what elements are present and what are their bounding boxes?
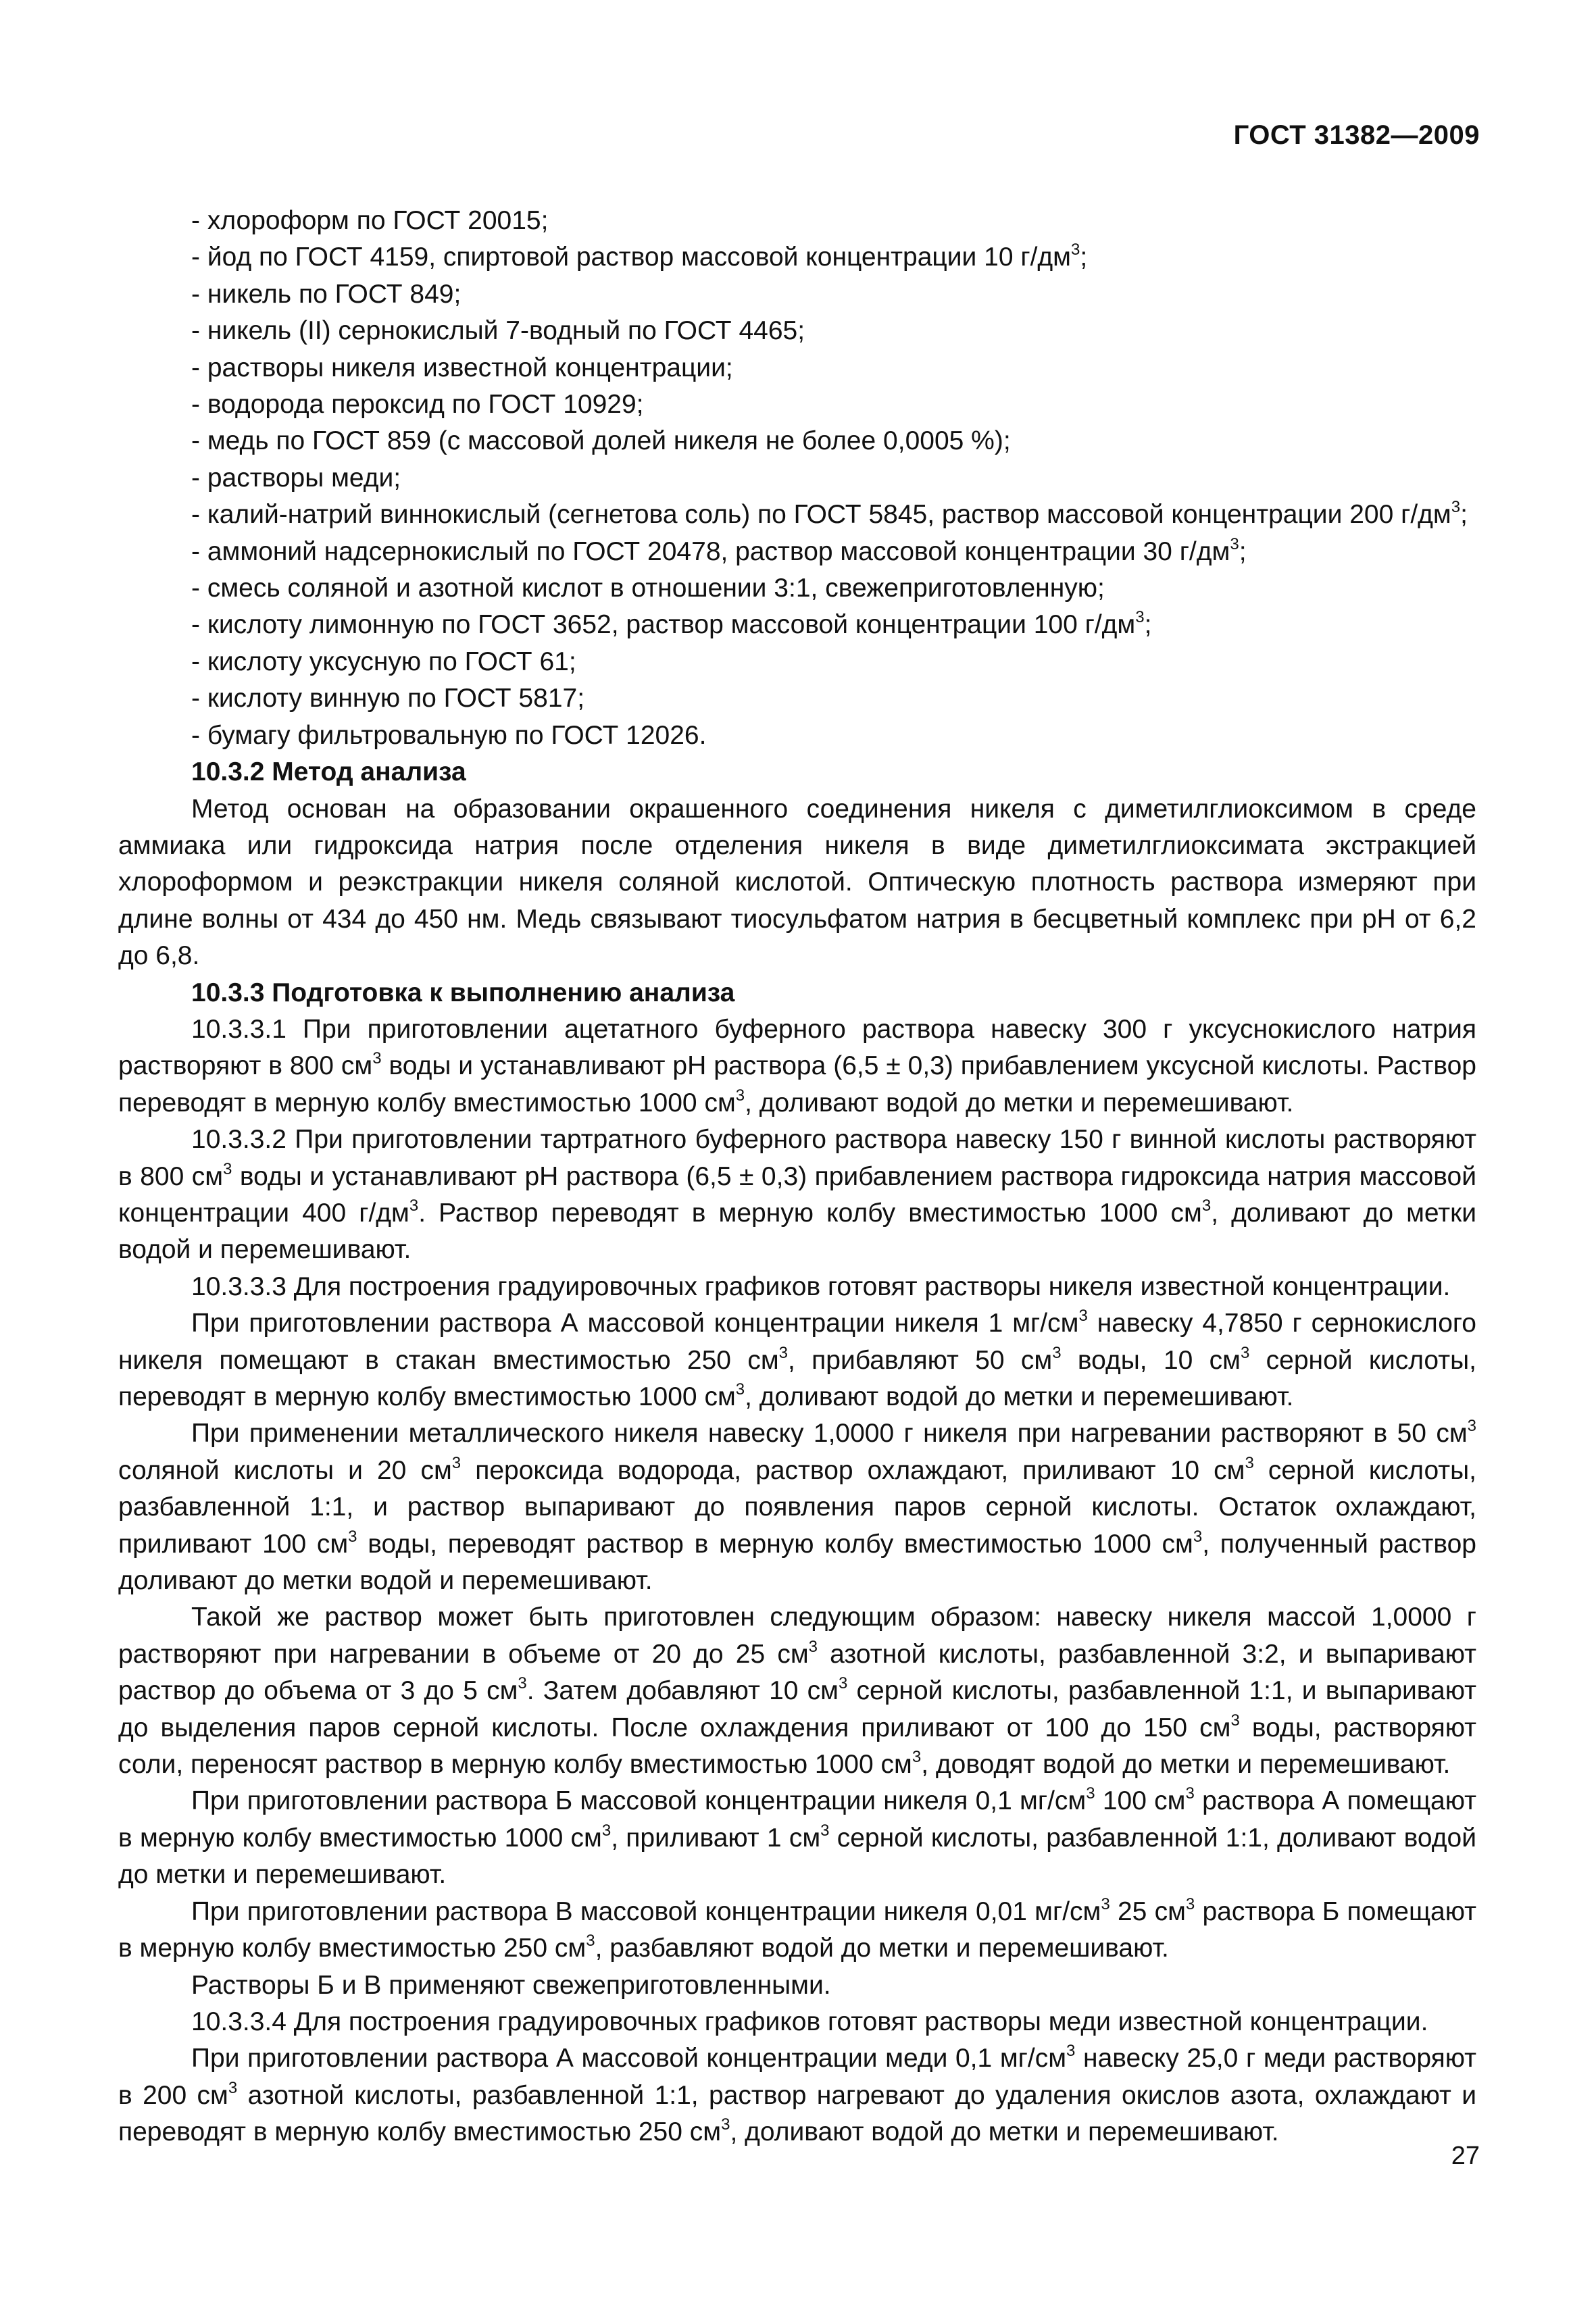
reagent-item: - кислоту винную по ГОСТ 5817; (191, 684, 585, 713)
paragraph: При приготовлении раствора А массовой концентрации никеля 1 $мг/см^3$ навеску 4,7850 г сернокислого никеля помещают в стакан вместимостью 250 $см^3$, прибавляют 50 $см^3$ воды, 10 $см^3$ серной кислоты, переводят в мерную колбу вместимостью 1000 $см^3$, доливают водой до метки и перемешивают. (118, 1307, 1476, 1411)
paragraph: 10.3.3.2 При приготовлении тартратного буферного раствора навеску 150 г винной кислоты растворяют в 800 $см^3$ воды и устанавливают рН раствора (6,5 ± 0,3) прибавлением раствора гидроксида натрия массовой концентрации 400 $г/дм^3$. Раствор переводят в мерную колбу вместимостью 1000 $см^3$, доливают до метки водой и перемешивают. (118, 1125, 1477, 1265)
page-number: 27 (1451, 2142, 1480, 2170)
reagent-list (118, 203, 1476, 754)
reagent-item: - хлороформ по ГОСТ 20015; (191, 206, 549, 235)
section-heading-preparation: 10.3.3 Подготовка к выполнению анализа (191, 978, 735, 1007)
reagent-item: - никель (II) сернокислый 7-водный по ГОСТ 4465; (191, 316, 805, 346)
paragraph: При приготовлении раствора Б массовой концентрации никеля 0,1 $мг/см^3$ 100 $см^3$ раствора А помещают в мерную колбу вместимостью 1000 $см^3$, приливают 1 $см^3$ серной кислоты, разбавленной 1:1, доливают водой до метки и перемешивают. (118, 1784, 1476, 1890)
reagent-item: - йод по ГОСТ 4159, спиртовой раствор массовой концентрации 10 $г/дм^3$; (191, 241, 1088, 272)
reagent-item: - смесь соляной и азотной кислот в отношении 3:1, свежеприготовленную; (191, 574, 1105, 603)
reagent-item: - никель по ГОСТ 849; (191, 279, 462, 309)
reagent-item: - бумагу фильтровальную по ГОСТ 12026. (191, 720, 707, 750)
reagent-item: - растворы меди; (191, 463, 401, 493)
paragraph: При приготовлении раствора А массовой концентрации меди 0,1 $мг/см^3$ навеску 25,0 г меди растворяют в 200 $см^3$ азотной кислоты, разбавленной 1:1, раствор нагревают до удаления окислов азота, охлаждают и переводят в мерную колбу вместимостью 250 $см^3$, доливают водой до метки и перемешивают. (118, 2042, 1476, 2147)
paragraph: 10.3.3.1 При приготовлении ацетатного буферного раствора навеску 300 г уксуснокислого натрия растворяют в 800 $см^3$ воды и устанавливают рН раствора (6,5 ± 0,3) прибавлением уксусной кислоты. Раствор переводят в мерную колбу вместимостью 1000 $см^3$, доливают водой до метки и перемешивают. (118, 1014, 1476, 1117)
paragraph: При применении металлического никеля навеску 1,0000 г никеля при нагревании растворяют в 50 $см^3$ соляной кислоты и 20 $см^3$ пероксида водорода, раствор охлаждают, приливают 10 $см^3$ серной кислоты, разбавленной 1:1, и раствор выпаривают до появления паров серной кислоты. Остаток охлаждают, приливают 100 $см^3$ воды, переводят раствор в мерную колбу вместимостью 1000 $см^3$, полученный раствор доливают до метки водой и перемешивают. (118, 1417, 1477, 1596)
reagent-item: - кислоту лимонную по ГОСТ 3652, раствор массовой концентрации 100 $г/дм^3$; (191, 608, 1152, 640)
reagent-item: - медь по ГОСТ 859 (с массовой долей никеля не более 0,0005 %); (191, 426, 1011, 456)
reagent-item: - водорода пероксид по ГОСТ 10929; (191, 390, 644, 420)
document-body (118, 203, 1476, 2151)
paragraph: Растворы Б и В применяют свежеприготовленными. (191, 1970, 831, 2000)
paragraph: При приготовлении раствора В массовой концентрации никеля 0,01 $мг/см^3$ 25 $см^3$ раствора Б помещают в мерную колбу вместимостью 250 $см^3$, разбавляют водой до метки и перемешивают. (118, 1894, 1476, 1963)
paragraph: Такой же раствор может быть приготовлен следующим образом: навеску никеля массой 1,0000 г растворяют при нагревании в объеме от 20 до 25 $см^3$ азотной кислоты, разбавленной 3:2, и выпаривают раствор до объема от 3 до 5 $см^3$. Затем добавляют 10 $см^3$ серной кислоты, разбавленной 1:1, и выпаривают до выделения паров серной кислоты. После охлаждения приливают от 100 до 150 $см^3$ воды, растворяют соли, переносят раствор в мерную колбу вместимостью 1000 $см^3$, доводят водой до метки и перемешивают. (118, 1603, 1476, 1780)
reagent-item: - кислоту уксусную по ГОСТ 61; (191, 647, 576, 676)
reagent-item: - аммоний надсернокислый по ГОСТ 20478, раствор массовой концентрации 30 $г/дм^3$; (191, 534, 1247, 566)
section-text-method: Метод основан на образовании окрашенного соединения никеля с диметилглиоксимом в среде аммиака или гидроксида натрия после отделения никеля в виде диметилглиоксимата экстракцией хлороформом и реэкстракции никеля соляной кислотой. Оптическую плотность раствора измеряют при длине волны от 434 до 450 нм. Медь связывают тиосульфатом натрия в бесцветный комплекс при рН от 6,2 до 6,8. (118, 794, 1476, 971)
reagent-item: - растворы никеля известной концентрации; (191, 353, 733, 382)
paragraph: 10.3.3.4 Для построения градуировочных графиков готовят растворы меди известной концентрации. (191, 2007, 1428, 2036)
reagent-item: - калий-натрий виннокислый (сегнетова соль) по ГОСТ 5845, раствор массовой концентрации 200 $г/дм^3$; (191, 498, 1468, 530)
section-heading-method: 10.3.2 Метод анализа (191, 757, 466, 787)
document-standard-header: ГОСТ 31382—2009 (1233, 120, 1480, 150)
paragraph: 10.3.3.3 Для построения градуировочных графиков готовят растворы никеля известной концентрации. (191, 1272, 1451, 1301)
